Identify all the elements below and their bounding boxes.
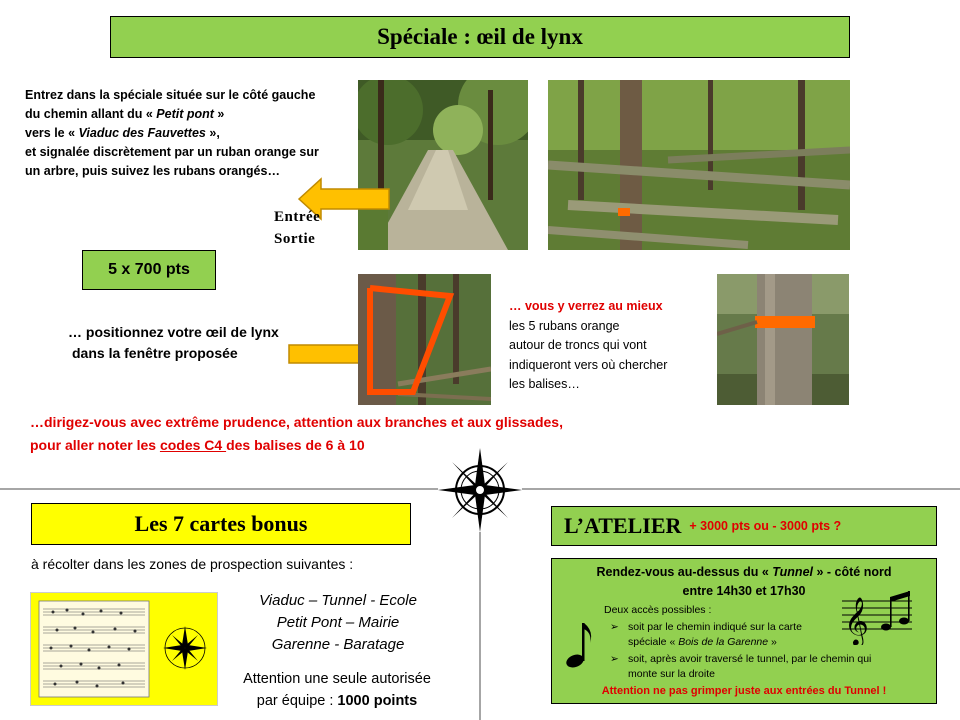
atelier-info-box bbox=[551, 558, 937, 704]
photo-fallen-trees bbox=[548, 80, 850, 250]
bonus-note: Attention une seule autorisée par équipe : 1000 points bbox=[243, 671, 431, 709]
position-text: … positionnez votre œil de lynx dans la fenêtre proposée bbox=[68, 324, 279, 361]
page-title: Spéciale : œil de lynx bbox=[377, 24, 583, 49]
bonus-card-image bbox=[30, 592, 218, 706]
atelier-title: L’ATELIER bbox=[564, 513, 682, 538]
atelier-access-1: ➢ soit par le chemin indiqué sur la carte spéciale « Bois de la Garenne » bbox=[610, 621, 802, 648]
zone-line: Petit Pont – Mairie bbox=[276, 614, 400, 631]
music-note-icon bbox=[564, 619, 596, 669]
points-label: 5 x 700 pts bbox=[108, 261, 190, 278]
entry-exit-label: Entrée Sortie bbox=[274, 209, 321, 247]
bonus-title: Les 7 cartes bonus bbox=[134, 511, 308, 536]
atelier-rdv: Rendez-vous au-dessus du « Tunnel » - côté nord bbox=[596, 565, 892, 579]
bonus-subtitle: à récolter dans les zones de prospection suivantes : bbox=[31, 556, 354, 572]
photo-forest-path bbox=[358, 80, 528, 250]
bonus-zones bbox=[228, 590, 448, 656]
zone-line: Garenne - Baratage bbox=[271, 636, 405, 653]
chevron-right-icon: ➢ bbox=[610, 621, 619, 633]
atelier-access-title: Deux accès possibles : bbox=[604, 604, 712, 616]
page-title-box bbox=[110, 16, 850, 58]
atelier-hours: entre 14h30 et 17h30 bbox=[682, 584, 806, 598]
zone-line: Viaduc – Tunnel - Ecole bbox=[259, 592, 417, 609]
bonus-title-box bbox=[31, 503, 411, 545]
photo-tree-ribbon bbox=[717, 274, 849, 405]
atelier-points: + 3000 pts ou - 3000 pts ? bbox=[689, 519, 842, 533]
intro-text: Entrez dans la spéciale située sur le côté gauche du chemin allant du « Petit pont » vers le « Viaduc des Fauvettes », et signalée discrètement par un ruban orange sur un arbre, puis suivez les rubans orangés… bbox=[25, 88, 319, 178]
points-box bbox=[82, 250, 216, 290]
ribbons-text: … vous y verrez au mieux les 5 rubans orange autour de troncs qui vont indiqueront vers où chercher les balises… bbox=[509, 299, 668, 391]
atelier-warning: Attention ne pas grimper juste aux entrées du Tunnel ! bbox=[601, 685, 887, 697]
treble-clef-icon bbox=[842, 587, 912, 645]
compass-rose-icon bbox=[436, 446, 524, 534]
caution-warning: …dirigez-vous avec extrême prudence, attention aux branches et aux glissades, pour aller noter les codes C4 des balises de 6 à 10 bbox=[30, 414, 563, 453]
photo-lynx-window bbox=[358, 274, 491, 405]
chevron-right-icon: ➢ bbox=[610, 653, 619, 665]
atelier-access-2: ➢ soit, après avoir traversé le tunnel, par le chemin qui monte sur la droite bbox=[610, 653, 872, 680]
svg-text:𝄞: 𝄞 bbox=[844, 596, 869, 645]
atelier-title-box bbox=[551, 506, 937, 546]
codes-c4-link[interactable]: codes C4 bbox=[159, 437, 227, 453]
